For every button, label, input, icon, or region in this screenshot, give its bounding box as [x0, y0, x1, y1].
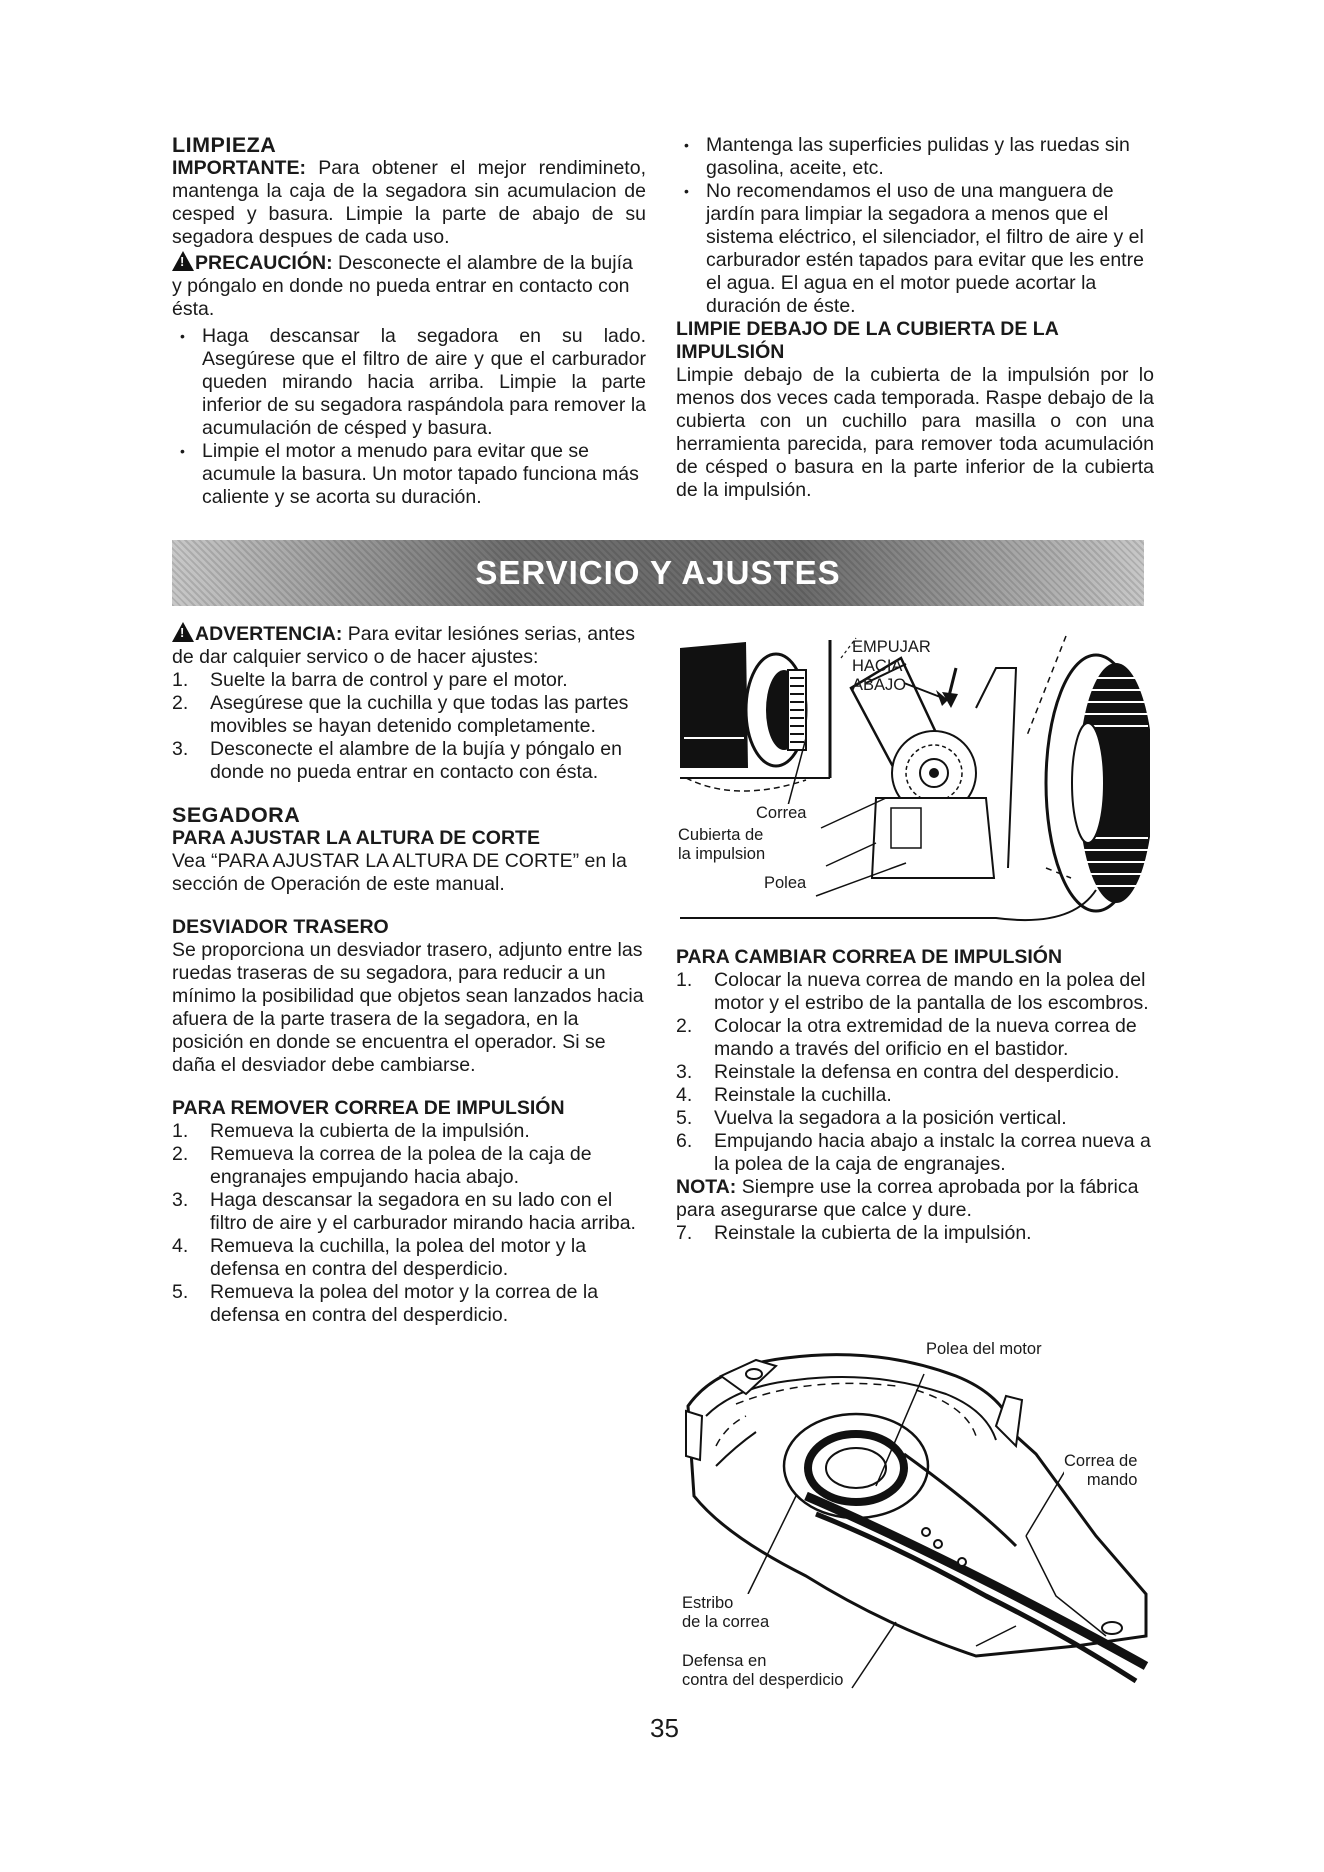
label-line: de la correa — [682, 1613, 770, 1631]
label-line: Estribo — [682, 1594, 734, 1612]
list-item: • Limpie el motor a menudo para evitar que se acumule la basura. Un motor tapado funciona más caliente y se acorta su duración. — [172, 440, 646, 509]
step-number: 5. — [172, 1281, 189, 1303]
step-number: 2. — [172, 1143, 189, 1165]
step-text: Remueva la cubierta de la impulsión. — [210, 1120, 530, 1142]
right-bottom-column — [676, 946, 1154, 1245]
step-text: Remueva la polea del motor y la correa de la defensa en contra del desperdicio. — [210, 1281, 599, 1326]
label-estribo — [682, 1594, 769, 1632]
advertencia-steps — [172, 669, 646, 784]
step-text: Reinstale la cuchilla. — [714, 1084, 892, 1106]
drive-cover-illustration — [676, 628, 1150, 938]
nota-paragraph — [676, 1176, 1154, 1222]
remover-steps — [172, 1120, 646, 1327]
step-text: Haga descansar la segadora en su lado con el filtro de aire y el carburador mirando hacia arriba. — [210, 1189, 636, 1234]
importante-label: IMPORTANTE: — [172, 157, 306, 179]
step-number: 1. — [172, 1120, 189, 1142]
desviador-text: Se proporciona un desviador trasero, adjunto entre las ruedas traseras de su segadora, para reducir a un mínimo la posibilidad que objetos sean lanzados hacia afuera de la parte trasera de la segadora, en la posición en donde se encuentra el operador. Si se daña el desviador debe cambiarse. — [172, 939, 644, 1076]
step-number: 7. — [676, 1222, 693, 1244]
step-text: Desconecte el alambre de la bujía y póngalo en donde no pueda entrar en contacto con ésta. — [210, 738, 622, 783]
nota-label: NOTA: — [676, 1176, 737, 1198]
step-number: 1. — [676, 969, 693, 991]
banner-title: SERVICIO Y AJUSTES — [475, 554, 841, 591]
label-push-down — [852, 638, 931, 695]
list-item — [172, 1235, 646, 1281]
step-number: 4. — [172, 1235, 189, 1257]
precaucion-paragraph — [172, 251, 646, 321]
list-item — [172, 692, 646, 738]
list-item — [676, 969, 1154, 1015]
list-item — [676, 1061, 1154, 1084]
label-line: la impulsion — [678, 845, 766, 863]
page-number: 35 — [650, 1713, 679, 1743]
warning-triangle-icon — [172, 622, 194, 642]
step-number: 5. — [676, 1107, 693, 1129]
step-text: Reinstale la defensa en contra del desperdicio. — [714, 1061, 1120, 1083]
list-item — [172, 1189, 646, 1235]
section-title-limpieza: LIMPIEZA — [172, 133, 277, 157]
label-line: ABAJO — [852, 676, 907, 694]
list-item — [172, 738, 646, 784]
step-text: Vuelva la segadora a la posición vertical. — [714, 1107, 1067, 1129]
label-correa: Correa — [756, 804, 807, 822]
list-item — [172, 669, 646, 692]
importante-paragraph — [172, 157, 646, 249]
advertencia-label: ADVERTENCIA: — [195, 623, 343, 645]
cambiar-heading: PARA CAMBIAR CORREA DE IMPULSIÓN — [676, 946, 1063, 968]
step-number: 2. — [676, 1015, 693, 1037]
list-item — [172, 1143, 646, 1189]
warning-triangle-icon — [172, 251, 194, 271]
right-top-bullets — [676, 134, 1154, 318]
remover-heading: PARA REMOVER CORREA DE IMPULSIÓN — [172, 1097, 565, 1119]
left-bottom-column — [172, 622, 646, 1327]
list-item — [676, 1130, 1154, 1176]
step-number: 6. — [676, 1130, 693, 1152]
label-line: contra del desperdicio — [682, 1671, 844, 1689]
step-number: 3. — [172, 738, 189, 760]
left-top-column — [172, 134, 646, 509]
label-line: Defensa en — [682, 1652, 767, 1670]
label-cubierta — [678, 826, 765, 864]
section-title-segadora: SEGADORA — [172, 803, 301, 827]
step-text: Reinstale la cubierta de la impulsión. — [714, 1222, 1032, 1244]
advertencia-text: Para evitar lesiónes serias, antes de dar calquier servico o de hacer ajustes: — [172, 623, 635, 668]
list-item — [676, 1015, 1154, 1061]
precaucion-text: Desconecte el alambre de la bujía y póngalo en donde no pueda entrar en contacto con ésta. — [172, 252, 633, 320]
list-item: • Mantenga las superficies pulidas y las ruedas sin gasolina, aceite, etc. — [676, 134, 1154, 180]
label-polea: Polea — [764, 874, 807, 892]
list-item — [172, 1281, 646, 1327]
label-line: HACIA — [852, 657, 903, 675]
advertencia-paragraph — [172, 622, 646, 669]
section-banner — [172, 540, 1144, 606]
step-text: Colocar la nueva correa de mando en la polea del motor y el estribo de la pantalla de los escombros. — [714, 969, 1149, 1014]
step-number: 3. — [676, 1061, 693, 1083]
list-item: • Haga descansar la segadora en su lado. Asegúrese que el filtro de aire y que el carburador queden mirando hacia arriba. Limpie la parte inferior de su segadora raspándola para remover la acumulación de césped y basura. — [172, 325, 646, 440]
list-item — [676, 1107, 1154, 1130]
step-text: Asegúrese que la cuchilla y que todas las partes movibles se hayan detenido completamente. — [210, 692, 629, 737]
label-line: Correa de — [1064, 1452, 1138, 1470]
cambiar-steps — [676, 969, 1154, 1176]
step-number: 2. — [172, 692, 189, 714]
label-line: mando — [1086, 1471, 1138, 1489]
altura-text: Vea “PARA AJUSTAR LA ALTURA DE CORTE” en la sección de Operación de este manual. — [172, 850, 627, 895]
label-correa-mando — [1064, 1452, 1137, 1490]
nota-text: Siempre use la correa aprobada por la fábrica para asegurarse que calce y dure. — [676, 1176, 1139, 1221]
label-polea-motor: Polea del motor — [926, 1340, 1042, 1358]
label-defensa — [682, 1652, 843, 1690]
step-number: 3. — [172, 1189, 189, 1211]
step-text: Remueva la correa de la polea de la caja de engranajes empujando hacia abajo. — [210, 1143, 592, 1188]
precaucion-label: PRECAUCIÓN: — [195, 252, 333, 274]
step-text: Empujando hacia abajo a instalc la correa nueva a la polea de la caja de engranajes. — [714, 1130, 1151, 1175]
importante-text: Para obtener el mejor rendimineto, mantenga la caja de la segadora sin acumulacion de cesped y basura. Limpie la parte de abajo de su segadora despues de cada uso. — [172, 157, 646, 248]
desviador-heading: DESVIADOR TRASERO — [172, 916, 389, 938]
step-text: Colocar la otra extremidad de la nueva correa de mando a través del orificio en el bastidor. — [714, 1015, 1137, 1060]
limpie-debajo-heading: LIMPIE DEBAJO DE LA CUBIERTA DE LA IMPULSIÓN — [676, 318, 1059, 363]
step-text: Remueva la cuchilla, la polea del motor y la defensa en contra del desperdicio. — [210, 1235, 587, 1280]
limpieza-bullets — [172, 325, 646, 509]
label-line: Cubierta de — [678, 826, 764, 844]
list-item: • No recomendamos el uso de una manguera de jardín para limpiar la segadora a menos que el sistema eléctrico, el silenciador, el filtro de aire y el carburador estén tapados para evitar que les entre el agua. El agua en el motor puede acortar la duración de éste. — [676, 180, 1154, 318]
limpie-debajo-text: Limpie debajo de la cubierta de la impulsión por lo menos dos veces cada temporada. Raspe debajo de la cubierta con un cuchillo para masilla o con una herramienta parecida, para remover toda acumulación de césped o basura en la parte inferior de la cubierta de la impulsión. — [676, 364, 1154, 501]
list-item — [676, 1084, 1154, 1107]
altura-heading: PARA AJUSTAR LA ALTURA DE CORTE — [172, 827, 540, 849]
debris-shield-illustration — [676, 1336, 1154, 1708]
cambiar-steps-continued — [676, 1222, 1154, 1245]
right-top-column — [676, 134, 1154, 502]
label-line: EMPUJAR — [852, 638, 931, 656]
list-item — [676, 1222, 1154, 1245]
step-text: Suelte la barra de control y pare el motor. — [210, 669, 568, 691]
step-number: 1. — [172, 669, 189, 691]
list-item — [172, 1120, 646, 1143]
step-number: 4. — [676, 1084, 693, 1106]
